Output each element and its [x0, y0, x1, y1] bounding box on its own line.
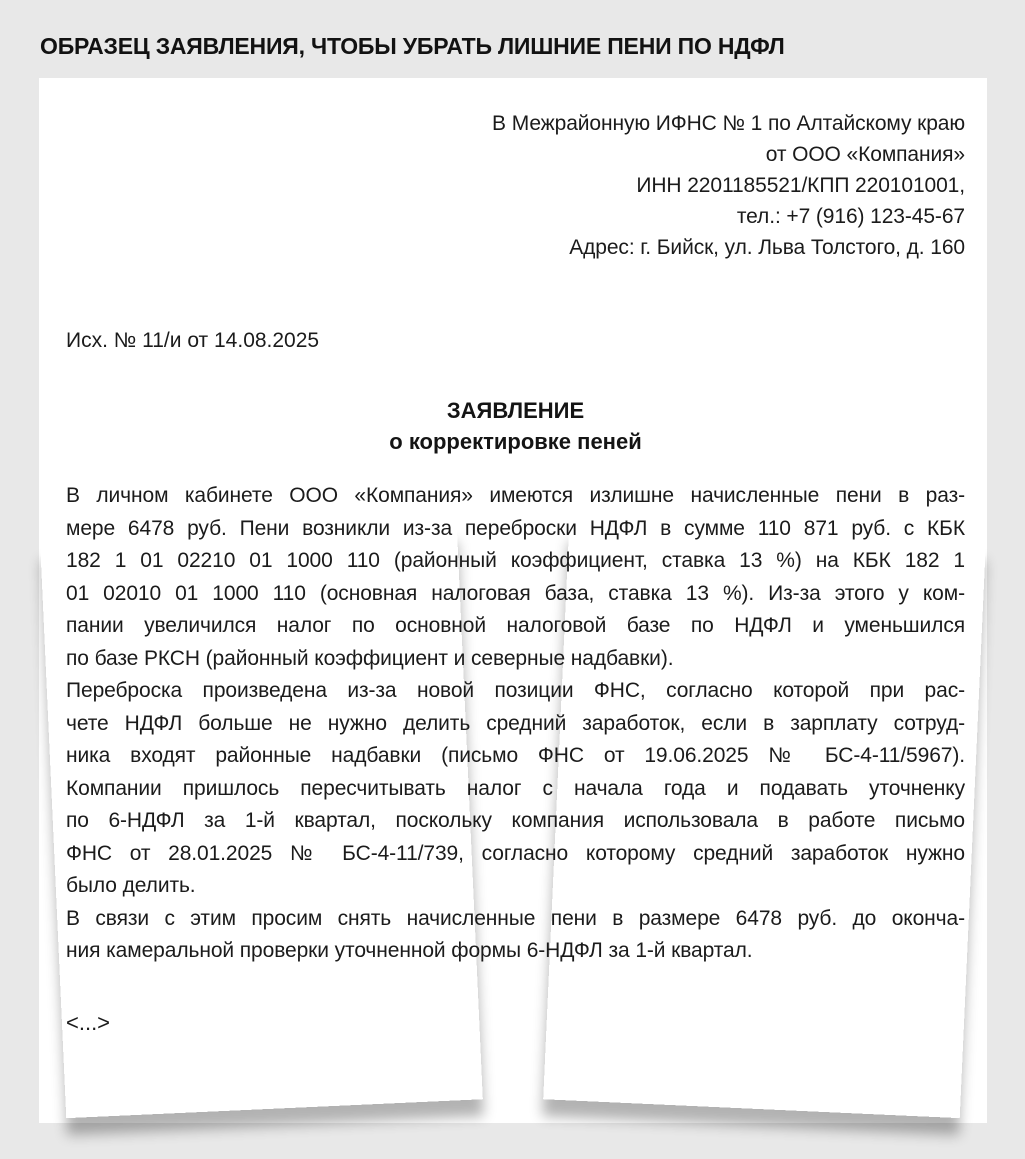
page-title: ОБРАЗЕЦ ЗАЯВЛЕНИЯ, ЧТОБЫ УБРАТЬ ЛИШНИЕ ПЕНИ ПО НДФЛ	[40, 33, 785, 59]
outgoing-number: Исх. № 11/и от 14.08.2025	[66, 329, 320, 352]
text-line: мере 6478 руб. Пени возникли из-за переброски НДФЛ в сумме 110 871 руб. с КБК	[66, 516, 965, 540]
text-line: 01 02010 01 1000 110 (основная налоговая база, ставка 13 %). Из-за этого у ком-	[66, 581, 965, 605]
text-line: Компании пришлось пересчитывать налог с начала года и подавать уточненку	[66, 776, 965, 800]
text-line: пании увеличился налог по основной налоговой базе по НДФЛ и уменьшился	[66, 614, 965, 637]
text-line: по базе РКСН (районный коэффициент и северные надбавки).	[66, 646, 674, 670]
application-title: ЗАЯВЛЕНИЕ	[446, 398, 585, 423]
text-line: 182 1 01 02210 01 1000 110 (районный коэффициент, ставка 13 %) на КБК 182 1	[66, 549, 965, 572]
body-paragraph	[66, 675, 965, 903]
text-line: Переброска произведена из-за новой позиции ФНС, согласно которой при рас-	[66, 679, 965, 702]
omission-mark: <...>	[66, 1009, 111, 1035]
document-card	[39, 78, 987, 1123]
text-line: ния камеральной проверки уточненной формы 6-НДФЛ за 1-й квартал.	[66, 939, 753, 962]
text-line: от ООО «Компания»	[765, 143, 965, 166]
text-line: тел.: +7 (916) 123-45-67	[736, 205, 965, 228]
text-line: ИНН 2201185521/КПП 220101001,	[636, 174, 965, 197]
body-paragraph	[66, 903, 965, 968]
text-line: В связи с этим просим снять начисленные пени в размере 6478 руб. до оконча-	[66, 906, 965, 930]
text-line: ника входят районные надбавки (письмо ФНС от 19.06.2025 № БС-4-11/5967).	[66, 744, 965, 767]
text-line: В Межрайонную ИФНС № 1 по Алтайскому краю	[492, 112, 965, 135]
text-line: Адрес: г. Бийск, ул. Льва Толстого, д. 160	[569, 236, 965, 259]
text-line: чете НДФЛ больше не нужно делить средний заработок, если в зарплату сотруд-	[66, 711, 965, 735]
application-heading	[66, 395, 965, 457]
recipient-block	[66, 108, 965, 263]
body-paragraph	[66, 480, 965, 675]
text-line: по 6-НДФЛ за 1-й квартал, поскольку компания использовала в работе письмо	[66, 809, 965, 832]
text-line: было делить.	[66, 874, 196, 897]
document-body	[66, 480, 965, 968]
text-line: В личном кабинете ООО «Компания» имеются излишне начисленные пени в раз-	[66, 484, 965, 507]
application-subtitle: о корректировке пеней	[389, 429, 642, 454]
text-line: ФНС от 28.01.2025 № БС-4-11/739, согласно которому средний заработок нужно	[66, 841, 965, 865]
